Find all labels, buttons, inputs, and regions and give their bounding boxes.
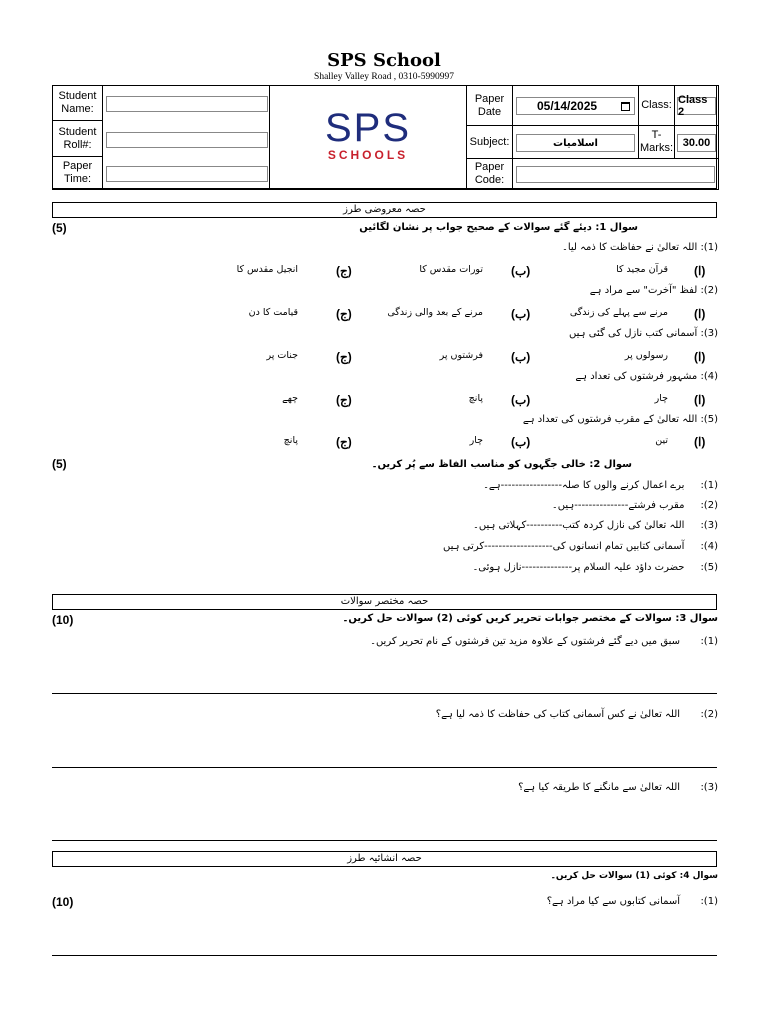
q1-stem-2: (2): لفظ "آخرت" سے مراد ہے (589, 285, 718, 296)
q2-item-num: (4): (700, 541, 718, 552)
option-label-a: (ا) (694, 307, 706, 321)
school-logo (269, 85, 467, 190)
q2-marks: (5) (52, 457, 67, 471)
q4-item-1-num: (1): (700, 896, 718, 907)
option-label-c: (ج) (336, 350, 352, 364)
tmarks-cell (674, 125, 719, 159)
q3-item-1-num: (1): (700, 636, 718, 647)
paper-date-cell (512, 85, 639, 126)
q2-item-text: آسمانی کتابیں تمام انسانوں کی-------------------کرتی ہیں (443, 541, 685, 552)
answer-line-4 (52, 955, 717, 956)
option-label-a: (ا) (694, 264, 706, 278)
subject-label: Subject: (466, 125, 513, 159)
q2-item-num: (3): (700, 520, 718, 531)
q3-item-2 (436, 709, 718, 720)
q2-item-text: حضرت داؤد علیہ السلام پر--------------نازل ہوئی۔ (472, 562, 685, 573)
q1-option-a[interactable]: چار (654, 393, 668, 404)
q3-item-1-text: سبق میں دیے گئے فرشتوں کے علاوہ مزید تین فرشتوں کے نام تحریر کریں۔ (370, 636, 681, 647)
section-objective-bar: حصہ معروضی طرز (52, 202, 717, 218)
class-label: Class: (638, 85, 675, 126)
q1-marks: (5) (52, 221, 67, 235)
q2-item-num: (1): (700, 480, 718, 491)
q2-item-text: برے اعمال کرنے والوں کا صلہ-----------------ہے۔ (483, 480, 685, 491)
logo-text-sps: SPS (324, 106, 412, 150)
q1-option-a[interactable]: مرنے سے پہلے کی زندگی (569, 307, 668, 318)
q2-item-5 (472, 562, 718, 573)
student-roll-input[interactable] (106, 132, 268, 148)
q3-item-3 (518, 782, 718, 793)
q1-option-a[interactable]: قرآن مجید کا (616, 264, 668, 275)
answer-line-2 (52, 767, 717, 768)
q1-stem-3: (3): آسمانی کتب نازل کی گئی ہیں (569, 328, 718, 339)
q3-marks: (10) (52, 613, 74, 627)
calendar-icon[interactable] (621, 102, 630, 111)
option-label-b: (ب) (511, 393, 531, 407)
q4-item-1-text: آسمانی کتابوں سے کیا مراد ہے؟ (546, 896, 681, 907)
paper-date-input[interactable] (516, 97, 635, 115)
q1-option-a[interactable]: رسولوں پر (624, 350, 668, 361)
q1-option-b[interactable]: پانچ (468, 393, 483, 404)
student-roll-label: Student Roll#: (52, 120, 103, 157)
option-label-b: (ب) (511, 350, 531, 364)
q2-item-num: (2): (700, 500, 718, 511)
answer-line-3 (52, 840, 717, 841)
option-label-b: (ب) (511, 264, 531, 278)
option-label-b: (ب) (511, 435, 531, 449)
q2-item-num: (5): (700, 562, 718, 573)
q1-option-b[interactable]: فرشتوں پر (439, 350, 483, 361)
q1-option-a[interactable]: تین (655, 435, 668, 446)
class-cell (674, 85, 719, 126)
q2-item-2 (552, 500, 718, 511)
q1-stem-5: (5): اللہ تعالیٰ کے مقرب فرشتوں کی تعداد ہے (522, 414, 718, 425)
q1-option-b[interactable]: چار (469, 435, 483, 446)
q4-item-1 (547, 896, 718, 907)
paper-time-input[interactable] (106, 166, 268, 182)
student-name-input[interactable] (106, 96, 268, 112)
option-label-c: (ج) (336, 264, 352, 278)
answer-line-1 (52, 693, 717, 694)
student-info-inputs (102, 85, 270, 190)
subject-cell (512, 125, 639, 159)
q3-item-1 (370, 636, 718, 647)
paper-header (52, 85, 717, 189)
q2-heading: سوال 2: خالی جگہوں کو مناسب الفاظ سے پُر کریں۔ (371, 459, 632, 470)
q1-option-b[interactable]: مرنے کے بعد والی زندگی (387, 307, 483, 318)
option-label-b: (ب) (511, 307, 531, 321)
section-essay-bar: حصہ انشائیہ طرز (52, 851, 717, 867)
paper-date-value: 05/14/2025 (537, 99, 598, 113)
q1-stem-1: (1): اللہ تعالیٰ نے حفاظت کا ذمہ لیا۔ (562, 242, 718, 253)
q3-heading: سوال 3: سوالات کے مختصر جوابات تحریر کریں کوئی (2) سوالات حل کریں۔ (342, 613, 718, 624)
q3-item-3-num: (3): (700, 782, 718, 793)
q2-item-3 (473, 520, 718, 531)
q3-item-2-num: (2): (700, 709, 718, 720)
q1-option-c[interactable]: انجیل مقدس کا (236, 264, 298, 275)
option-label-a: (ا) (694, 435, 706, 449)
tmarks-value[interactable]: 30.00 (677, 134, 716, 152)
paper-code-cell (512, 158, 719, 190)
tmarks-label: T-Marks: (638, 125, 675, 159)
subject-value[interactable]: اسلامیات (516, 134, 635, 152)
q2-item-text: اللہ تعالیٰ کی نازل کردہ کتب----------کہلاتی ہیں۔ (472, 520, 685, 531)
q1-option-c[interactable]: پانچ (283, 435, 298, 446)
option-label-c: (ج) (336, 307, 352, 321)
q3-item-3-text: اللہ تعالیٰ سے مانگنے کا طریقہ کیا ہے؟ (518, 782, 681, 793)
q1-heading: سوال 1: دیئے گئے سوالات کے صحیح جواب پر نشان لگائیں (359, 222, 638, 233)
logo-text-schools: SCHOOLS (327, 148, 409, 162)
paper-date-label: Paper Date (466, 85, 513, 126)
paper-code-label: Paper Code: (466, 158, 513, 190)
student-name-label: Student Name: (52, 85, 103, 121)
option-label-c: (ج) (336, 393, 352, 407)
paper-code-input[interactable] (516, 166, 715, 183)
option-label-a: (ا) (694, 393, 706, 407)
q1-stem-4: (4): مشہور فرشتوں کی تعداد ہے (575, 371, 718, 382)
q3-item-2-text: اللہ تعالیٰ نے کس آسمانی کتاب کی حفاظت کا ذمہ لیا ہے؟ (435, 709, 681, 720)
paper-time-label: Paper Time: (52, 156, 103, 190)
q1-option-b[interactable]: تورات مقدس کا (419, 264, 483, 275)
school-name: SPS School (327, 50, 441, 71)
q1-option-c[interactable]: جنات پر (266, 350, 298, 361)
option-label-c: (ج) (336, 435, 352, 449)
school-address: Shalley Valley Road , 0310-5990997 (314, 72, 454, 82)
q1-option-c[interactable]: چھے (282, 393, 298, 404)
q2-item-text: مقرب فرشتے---------------ہیں۔ (551, 500, 685, 511)
q2-item-4 (443, 541, 718, 552)
class-value[interactable]: Class 2 (677, 97, 716, 115)
section-short-bar: حصہ مختصر سوالات (52, 594, 717, 610)
q4-heading: سوال 4: کوئی (1) سوالات حل کریں۔ (550, 871, 718, 881)
q1-option-c[interactable]: قیامت کا دن (248, 307, 298, 318)
q2-item-1 (483, 480, 718, 491)
q4-marks: (10) (52, 895, 74, 909)
option-label-a: (ا) (694, 350, 706, 364)
